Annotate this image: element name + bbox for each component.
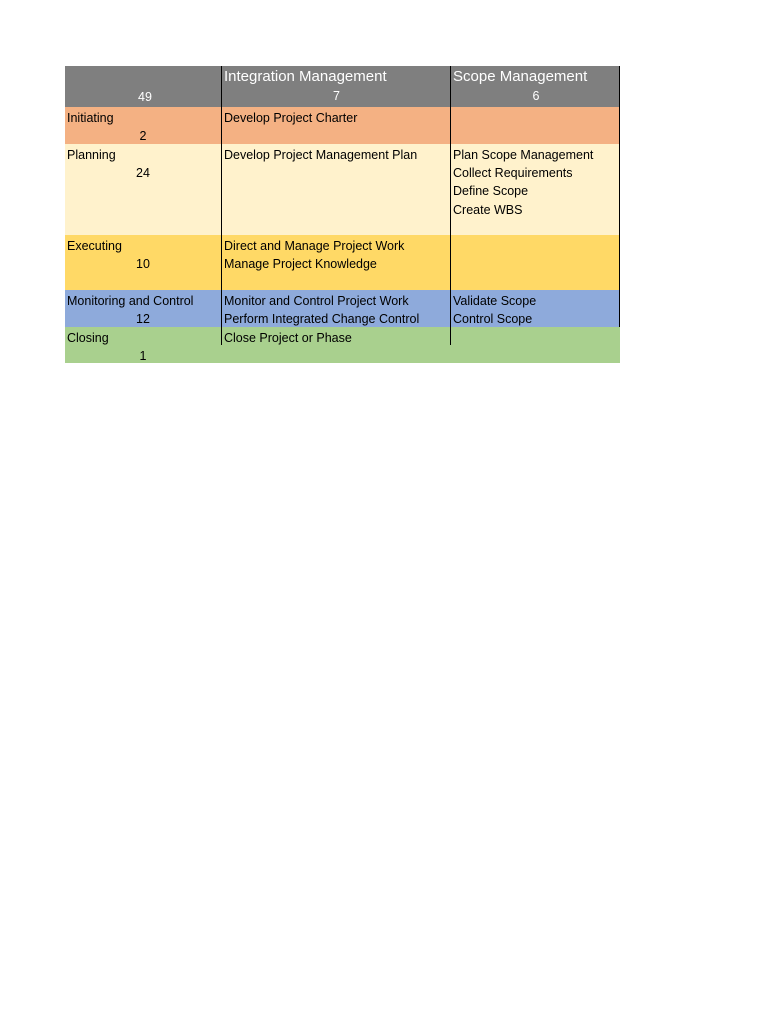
header-total-cell bbox=[65, 66, 221, 107]
integration-cell bbox=[221, 235, 450, 290]
integration-cell bbox=[221, 107, 450, 144]
process-item: Control Scope bbox=[453, 312, 533, 327]
table-row-initiating bbox=[65, 107, 620, 144]
table-row-executing bbox=[65, 235, 620, 290]
scope-cell bbox=[450, 107, 620, 144]
group-count: 24 bbox=[136, 166, 150, 181]
group-count: 1 bbox=[139, 349, 147, 363]
process-item: Direct and Manage Project Work bbox=[224, 239, 405, 253]
process-item: Define Scope bbox=[453, 184, 529, 199]
group-cell bbox=[65, 107, 221, 144]
group-count: 10 bbox=[136, 257, 150, 272]
process-item: Close Project or Phase bbox=[224, 331, 352, 345]
header-integration-count: 7 bbox=[333, 89, 340, 103]
integration-cell bbox=[221, 290, 450, 327]
group-cell bbox=[65, 144, 221, 235]
header-integration-cell bbox=[221, 66, 450, 107]
integration-cell bbox=[221, 327, 450, 345]
process-item: Monitor and Control Project Work bbox=[224, 294, 409, 308]
group-count: 12 bbox=[136, 312, 150, 327]
header-total-count: 49 bbox=[138, 90, 152, 104]
group-cell bbox=[65, 290, 221, 327]
table-header-row bbox=[65, 66, 620, 107]
process-group-table bbox=[65, 66, 620, 363]
group-name: Planning bbox=[67, 148, 116, 162]
group-name: Executing bbox=[67, 239, 122, 253]
scope-cell bbox=[450, 327, 620, 345]
scope-cell bbox=[450, 235, 620, 290]
header-scope-count: 6 bbox=[532, 89, 540, 103]
header-scope-title: Scope Management bbox=[453, 68, 588, 85]
integration-cell bbox=[221, 144, 450, 235]
scope-cell bbox=[450, 144, 620, 235]
group-count: 2 bbox=[139, 129, 147, 144]
header-integration-title: Integration Management bbox=[224, 68, 387, 85]
scope-cell bbox=[450, 290, 620, 327]
group-name: Closing bbox=[67, 331, 109, 345]
table-row-monitoring bbox=[65, 290, 620, 327]
group-name: Monitoring and Control bbox=[67, 294, 194, 308]
group-cell bbox=[65, 327, 221, 363]
table-row-closing bbox=[65, 327, 620, 363]
process-item: Create WBS bbox=[453, 202, 523, 217]
group-cell bbox=[65, 235, 221, 290]
process-item: Collect Requirements bbox=[453, 166, 573, 181]
process-item: Manage Project Knowledge bbox=[224, 257, 377, 272]
process-item: Develop Project Management Plan bbox=[224, 148, 418, 162]
table-row-planning bbox=[65, 144, 620, 235]
process-item: Develop Project Charter bbox=[224, 111, 358, 125]
header-scope-cell bbox=[450, 66, 620, 107]
process-item: Validate Scope bbox=[453, 294, 537, 308]
group-name: Initiating bbox=[67, 111, 114, 125]
process-item: Perform Integrated Change Control bbox=[224, 312, 420, 327]
process-item: Plan Scope Management bbox=[453, 148, 594, 162]
